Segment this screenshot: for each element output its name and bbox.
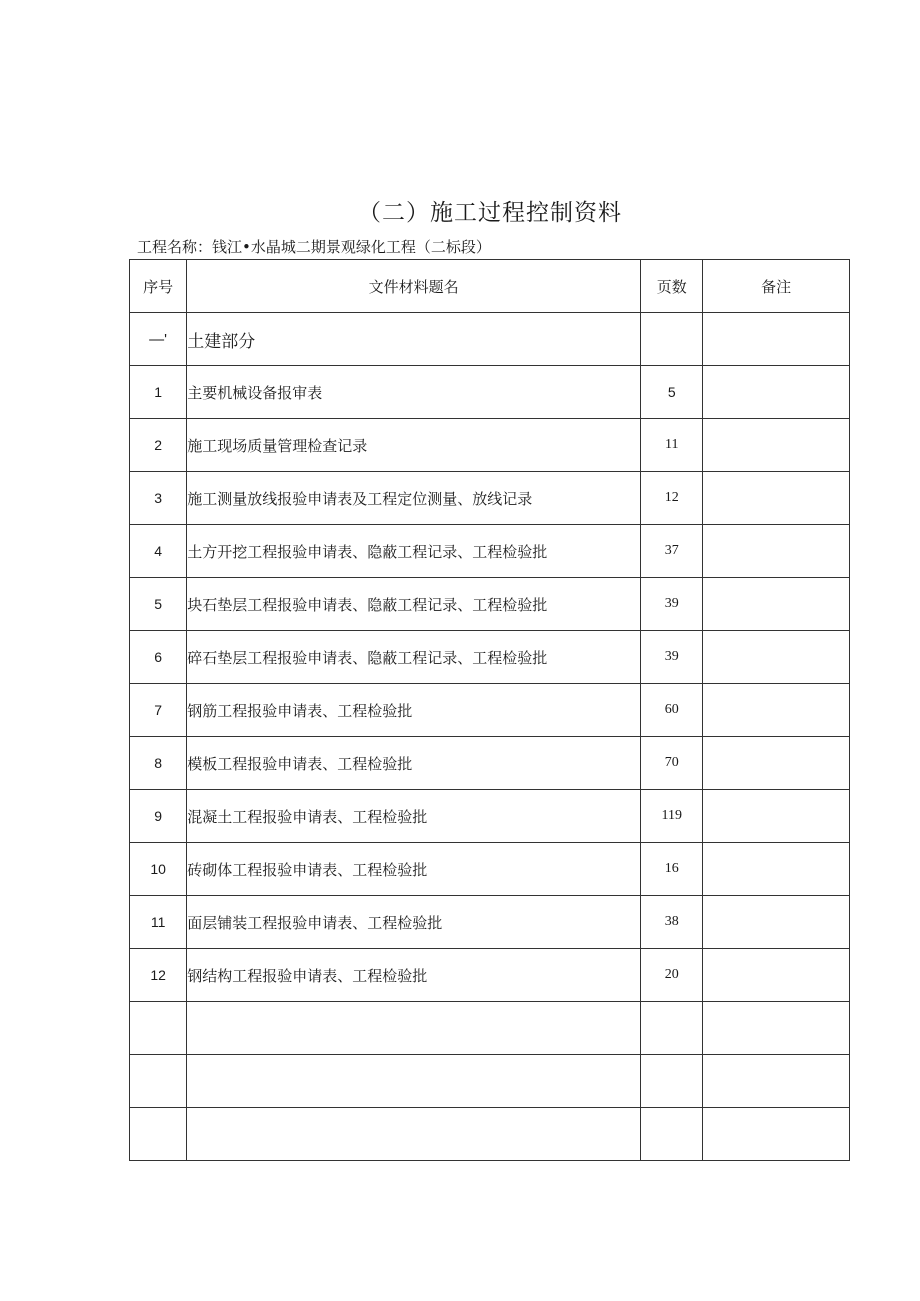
row-pages: 5 — [641, 366, 703, 419]
row-name: 混凝土工程报验申请表、工程检验批 — [187, 790, 641, 843]
row-name: 面层铺装工程报验申请表、工程检验批 — [187, 896, 641, 949]
row-name: 砖砌体工程报验申请表、工程检验批 — [187, 843, 641, 896]
row-name: 土方开挖工程报验申请表、隐蔽工程记录、工程检验批 — [187, 525, 641, 578]
table-header-row — [130, 260, 850, 313]
row-note — [703, 472, 850, 525]
row-no: 2 — [130, 419, 187, 472]
header-no: 序号 — [130, 260, 187, 313]
document-title: （二）施工过程控制资料 — [358, 200, 622, 226]
row-no: 10 — [130, 843, 187, 896]
table-row-empty — [130, 1055, 850, 1108]
row-pages: 37 — [641, 525, 703, 578]
row-note — [703, 1002, 850, 1055]
table-row-empty — [130, 1002, 850, 1055]
table-row — [130, 366, 850, 419]
row-note — [703, 684, 850, 737]
header-name: 文件材料题名 — [187, 260, 641, 313]
header-note: 备注 — [703, 260, 850, 313]
row-pages — [641, 1108, 703, 1161]
row-name: 施工现场质量管理检查记录 — [187, 419, 641, 472]
table-row — [130, 525, 850, 578]
row-no — [130, 1002, 187, 1055]
row-note — [703, 1055, 850, 1108]
table-row — [130, 949, 850, 1002]
row-no: 7 — [130, 684, 187, 737]
row-name: 钢筋工程报验申请表、工程检验批 — [187, 684, 641, 737]
row-no — [130, 1055, 187, 1108]
row-no: 9 — [130, 790, 187, 843]
row-no: 8 — [130, 737, 187, 790]
row-pages — [641, 1002, 703, 1055]
row-note — [703, 896, 850, 949]
row-pages: 119 — [641, 790, 703, 843]
table-row — [130, 631, 850, 684]
row-note — [703, 366, 850, 419]
row-no: 12 — [130, 949, 187, 1002]
table-row — [130, 472, 850, 525]
row-name: 碎石垫层工程报验申请表、隐蔽工程记录、工程检验批 — [187, 631, 641, 684]
row-note — [703, 737, 850, 790]
table-row — [130, 737, 850, 790]
row-name: 主要机械设备报审表 — [187, 366, 641, 419]
row-note — [703, 1108, 850, 1161]
row-name: 施工测量放线报验申请表及工程定位测量、放线记录 — [187, 472, 641, 525]
row-name — [187, 1002, 641, 1055]
row-no: 11 — [130, 896, 187, 949]
row-note — [703, 578, 850, 631]
table-row — [130, 843, 850, 896]
row-no: 4 — [130, 525, 187, 578]
header-pages: 页数 — [641, 260, 703, 313]
row-note — [703, 525, 850, 578]
row-no: 5 — [130, 578, 187, 631]
project-name: 工程名称：钱江•水晶城二期景观绿化工程（二标段） — [137, 238, 491, 256]
row-pages: 39 — [641, 631, 703, 684]
row-note — [703, 631, 850, 684]
row-pages: 39 — [641, 578, 703, 631]
document-list-table — [129, 259, 850, 1161]
row-no: 1 — [130, 366, 187, 419]
table-row — [130, 896, 850, 949]
table-row — [130, 419, 850, 472]
row-note — [703, 843, 850, 896]
row-pages: 11 — [641, 419, 703, 472]
row-pages: 20 — [641, 949, 703, 1002]
row-name: 钢结构工程报验申请表、工程检验批 — [187, 949, 641, 1002]
row-no: 6 — [130, 631, 187, 684]
section-pages — [641, 313, 703, 366]
table-row — [130, 578, 850, 631]
row-pages: 12 — [641, 472, 703, 525]
row-note — [703, 790, 850, 843]
row-pages: 70 — [641, 737, 703, 790]
row-name: 块石垫层工程报验申请表、隐蔽工程记录、工程检验批 — [187, 578, 641, 631]
section-no: —' — [130, 313, 187, 366]
row-pages — [641, 1055, 703, 1108]
row-name: 模板工程报验申请表、工程检验批 — [187, 737, 641, 790]
row-no — [130, 1108, 187, 1161]
table-row — [130, 684, 850, 737]
row-pages: 16 — [641, 843, 703, 896]
row-name — [187, 1108, 641, 1161]
section-name: 土建部分 — [187, 313, 641, 366]
row-note — [703, 949, 850, 1002]
row-name — [187, 1055, 641, 1108]
section-row — [130, 313, 850, 366]
row-note — [703, 419, 850, 472]
row-no: 3 — [130, 472, 187, 525]
row-pages: 60 — [641, 684, 703, 737]
row-pages: 38 — [641, 896, 703, 949]
section-note — [703, 313, 850, 366]
table-row-empty — [130, 1108, 850, 1161]
table-row — [130, 790, 850, 843]
